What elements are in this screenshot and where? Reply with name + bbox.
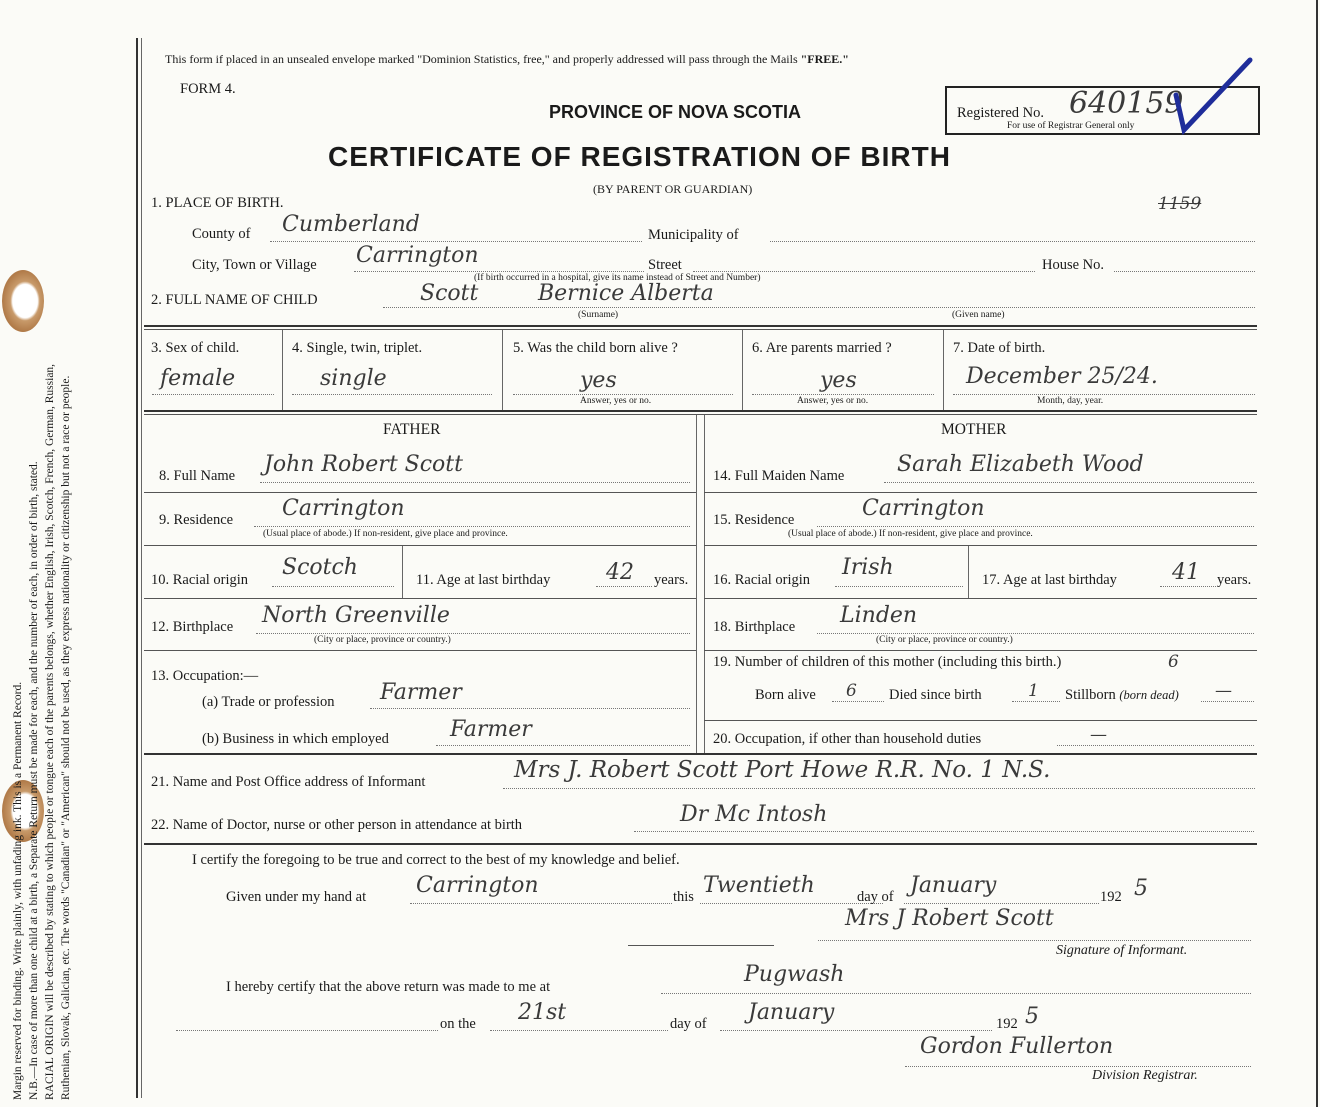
row-divider	[144, 545, 696, 546]
street-line	[693, 271, 1035, 272]
row-divider	[704, 545, 1257, 546]
city-value: Carrington	[356, 243, 479, 268]
date-of-birth-value: December 25/24.	[966, 364, 1158, 389]
given-name-note: (Given name)	[952, 310, 1005, 320]
father-age-value: 42	[606, 560, 634, 585]
plurality-label: 4. Single, twin, triplet.	[292, 340, 423, 356]
page-title: CERTIFICATE OF REGISTRATION OF BIRTH	[328, 141, 951, 172]
mother-race-value: Irish	[842, 555, 894, 580]
business-value: Farmer	[450, 717, 532, 742]
mother-name-line	[884, 482, 1254, 483]
cell-divider	[742, 330, 743, 410]
mother-birthplace-line	[817, 633, 1254, 634]
business-label: (b) Business in which employed	[202, 731, 389, 747]
divider	[144, 414, 1257, 415]
registrar-year-prefix: 192	[996, 1016, 1018, 1032]
trade-line	[370, 708, 690, 709]
row-divider	[144, 650, 696, 651]
street-label: Street	[648, 257, 682, 273]
registrar-month: January	[748, 1000, 835, 1025]
mother-occupation-value: —	[1090, 725, 1107, 745]
mother-race-label: 16. Racial origin	[713, 572, 811, 588]
children-count-label: 19. Number of children of this mother (including this birth.)	[713, 654, 1062, 670]
stillborn-note: (born dead)	[1119, 688, 1179, 702]
county-label: County of	[192, 226, 251, 242]
father-name-label: 8. Full Name	[159, 468, 236, 484]
trade-value: Farmer	[380, 680, 462, 705]
given-at-label: Given under my hand at	[226, 889, 367, 905]
stillborn-label-text: Stillborn	[1065, 687, 1116, 703]
date-of-birth-line	[953, 394, 1255, 395]
registrar-day: 21st	[518, 1000, 567, 1025]
father-residence-value: Carrington	[282, 496, 405, 521]
child-name-label: 2. FULL NAME OF CHILD	[151, 292, 318, 308]
stillborn-value: —	[1215, 681, 1232, 701]
married-line	[752, 394, 934, 395]
sex-label: 3. Sex of child.	[151, 340, 240, 356]
date-of-birth-note: Month, day, year.	[1037, 396, 1104, 406]
registrar-year-digit: 5	[1025, 1004, 1039, 1029]
checkmark-icon	[1170, 55, 1255, 135]
trade-label: (a) Trade or profession	[202, 694, 335, 710]
informant-line	[503, 788, 1255, 789]
child-surname: Scott	[420, 281, 479, 306]
sex-line	[152, 394, 274, 395]
mother-residence-value: Carrington	[862, 496, 985, 521]
mother-residence-line	[817, 526, 1254, 527]
house-number-line	[1114, 271, 1255, 272]
born-alive-count-line	[832, 701, 884, 702]
married-value: yes	[820, 368, 857, 393]
cell-divider	[282, 330, 283, 410]
mother-residence-note: (Usual place of abode.) If non-resident, give place and province.	[788, 529, 1033, 539]
divider	[144, 410, 1257, 412]
row-divider	[144, 492, 696, 493]
divider	[144, 753, 1257, 755]
binding-rule-inner	[141, 38, 142, 1098]
father-race-line	[272, 586, 394, 587]
informant-signature-line	[818, 940, 1251, 941]
doctor-label: 22. Name of Doctor, nurse or other person in attendance at birth	[151, 817, 523, 833]
father-race-value: Scotch	[282, 555, 358, 580]
child-given-name: Bernice Alberta	[538, 281, 714, 306]
father-name-value: John Robert Scott	[264, 452, 463, 477]
mother-birthplace-value: Linden	[840, 603, 918, 628]
father-age-label: 11. Age at last birthday	[416, 572, 551, 588]
died-value: 1	[1028, 681, 1039, 701]
mother-birthplace-label: 18. Birthplace	[713, 619, 796, 635]
mail-notice-text: This form if placed in an unsealed envelope marked "Dominion Statistics, free," and properly addressed will pass through the Mails	[165, 52, 798, 66]
row-divider	[704, 598, 1257, 599]
place-of-birth-label: 1. PLACE OF BIRTH.	[151, 195, 284, 211]
informant-signature: Mrs J Robert Scott	[845, 906, 1054, 931]
margin-line-2: N.B.—In case of more than one child at a birth, a Separate Return must be made for each, and the number of each, in order of birth, stated.	[28, 461, 40, 1100]
registrar-place: Pugwash	[744, 962, 845, 987]
mother-age-value: 41	[1172, 560, 1200, 585]
right-edge-rule	[1316, 0, 1318, 1107]
occupation-label: 13. Occupation:—	[151, 668, 259, 684]
row-divider	[704, 492, 1257, 493]
margin-line-3: RACIAL ORIGIN will be described by stating to which people or tongue each of the parents belongs, whether English, Irish, Scotch, French, German, Russian,	[44, 363, 56, 1100]
divider	[144, 843, 1257, 845]
house-number-label: House No.	[1042, 257, 1105, 273]
column-divider	[704, 415, 705, 753]
doctor-value: Dr Mc Intosh	[680, 802, 828, 827]
month-value: January	[910, 873, 997, 898]
informant-value: Mrs J. Robert Scott Port Howe R.R. No. 1 N.S.	[514, 757, 1051, 783]
column-divider	[696, 415, 697, 753]
page-subtitle: (BY PARENT OR GUARDIAN)	[593, 182, 753, 196]
born-alive-count-label: Born alive	[755, 687, 816, 703]
stillborn-label	[1065, 687, 1179, 704]
divider	[144, 325, 1257, 327]
municipality-line	[770, 241, 1255, 242]
cell-divider	[943, 330, 944, 410]
mother-heading: MOTHER	[941, 421, 1007, 438]
hospital-note: (If birth occurred in a hospital, give its name instead of Street and Number)	[474, 273, 761, 283]
corner-mark: 1159	[1158, 194, 1202, 214]
married-label: 6. Are parents married ?	[752, 340, 892, 356]
informant-label: 21. Name and Post Office address of Informant	[151, 774, 426, 790]
born-alive-count-value: 6	[846, 681, 857, 701]
father-birthplace-line	[256, 633, 690, 634]
father-residence-line	[254, 526, 690, 527]
county-line	[270, 241, 642, 242]
registrar-lead-line	[176, 1030, 438, 1031]
mother-occupation-line	[1057, 745, 1254, 746]
born-alive-line	[513, 394, 733, 395]
row-divider	[704, 650, 1257, 651]
father-age-line	[596, 586, 652, 587]
registrar-day-of-label: day of	[670, 1016, 707, 1032]
on-the-label: on the	[440, 1016, 476, 1032]
registrar-day-line	[490, 1030, 668, 1031]
father-residence-note: (Usual place of abode.) If non-resident, give place and province.	[263, 529, 508, 539]
registered-label: Registered No.	[957, 105, 1044, 121]
registrar-signature: Gordon Fullerton	[920, 1034, 1114, 1059]
mother-residence-label: 15. Residence	[713, 512, 795, 528]
registrar-statement: I hereby certify that the above return was made to me at	[226, 979, 551, 995]
month-line	[904, 903, 1099, 904]
date-of-birth-label: 7. Date of birth.	[953, 340, 1046, 356]
registrar-caption: Division Registrar.	[1092, 1068, 1198, 1083]
plurality-line	[292, 394, 492, 395]
surname-note: (Surname)	[578, 310, 619, 320]
form-number: FORM 4.	[180, 81, 236, 97]
sex-value: female	[160, 366, 236, 391]
margin-line-4: Ruthenian, Slovak, Galician, etc. The words "Canadian" or "American" should not be used, as they express nationality or citizenship but not a race or people.	[60, 375, 72, 1100]
died-line	[1012, 701, 1060, 702]
stillborn-line	[1201, 701, 1254, 702]
cell-divider	[502, 330, 503, 410]
father-years-label: years.	[654, 572, 689, 588]
mail-notice-free: "FREE."	[800, 52, 849, 66]
registrar-signature-line	[905, 1066, 1251, 1067]
day-value: Twentieth	[703, 873, 815, 898]
divider	[144, 329, 1257, 330]
mother-name-label: 14. Full Maiden Name	[713, 468, 845, 484]
city-label: City, Town or Village	[192, 257, 317, 273]
mother-age-label: 17. Age at last birthday	[982, 572, 1117, 588]
margin-instructions	[10, 40, 74, 1100]
signature-rule	[628, 945, 774, 946]
father-name-line	[260, 482, 690, 483]
day-of-label: day of	[857, 889, 894, 905]
cell-divider	[968, 546, 969, 598]
certify-statement: I certify the foregoing to be true and correct to the best of my knowledge and belief.	[192, 852, 680, 868]
given-at-value: Carrington	[416, 873, 539, 898]
binding-rule	[136, 38, 138, 1098]
born-alive-label: 5. Was the child born alive ?	[513, 340, 678, 356]
father-heading: FATHER	[383, 421, 441, 438]
year-prefix: 192	[1100, 889, 1122, 905]
mother-name-value: Sarah Elizabeth Wood	[897, 452, 1144, 477]
row-divider	[144, 598, 696, 599]
father-residence-label: 9. Residence	[159, 512, 234, 528]
registrar-note: For use of Registrar General only	[1007, 121, 1135, 131]
registered-number: 640159	[1069, 86, 1184, 121]
city-line	[354, 271, 644, 272]
registrar-place-line	[661, 993, 1251, 994]
mother-occupation-label: 20. Occupation, if other than household duties	[713, 731, 982, 747]
mail-notice	[165, 52, 849, 67]
mother-age-line	[1160, 586, 1216, 587]
married-note: Answer, yes or no.	[797, 396, 869, 406]
born-alive-note: Answer, yes or no.	[580, 396, 652, 406]
died-label: Died since birth	[889, 687, 982, 703]
this-label: this	[673, 889, 694, 905]
mother-birthplace-note: (City or place, province or country.)	[876, 635, 1013, 645]
day-line	[700, 903, 883, 904]
father-birthplace-label: 12. Birthplace	[151, 619, 234, 635]
doctor-line	[634, 831, 1254, 832]
given-at-line	[410, 903, 672, 904]
county-value: Cumberland	[282, 212, 420, 237]
row-divider	[704, 720, 1257, 721]
province-heading: PROVINCE OF NOVA SCOTIA	[549, 102, 802, 122]
informant-signature-caption: Signature of Informant.	[1056, 943, 1188, 958]
business-line	[436, 745, 690, 746]
registrar-month-line	[720, 1030, 992, 1031]
municipality-label: Municipality of	[648, 227, 739, 243]
father-race-label: 10. Racial origin	[151, 572, 249, 588]
born-alive-value: yes	[580, 368, 617, 393]
children-count-value: 6	[1168, 652, 1179, 672]
year-digit: 5	[1134, 876, 1148, 901]
father-birthplace-note: (City or place, province or country.)	[314, 635, 451, 645]
father-birthplace-value: North Greenville	[262, 603, 450, 628]
child-name-line	[383, 307, 1255, 308]
plurality-value: single	[320, 366, 387, 391]
mother-years-label: years.	[1217, 572, 1252, 588]
cell-divider	[402, 546, 403, 598]
margin-line-1: Margin reserved for binding. Write plainly, with unfading ink. This is a Permanent Record.	[12, 681, 24, 1100]
mother-race-line	[835, 586, 963, 587]
